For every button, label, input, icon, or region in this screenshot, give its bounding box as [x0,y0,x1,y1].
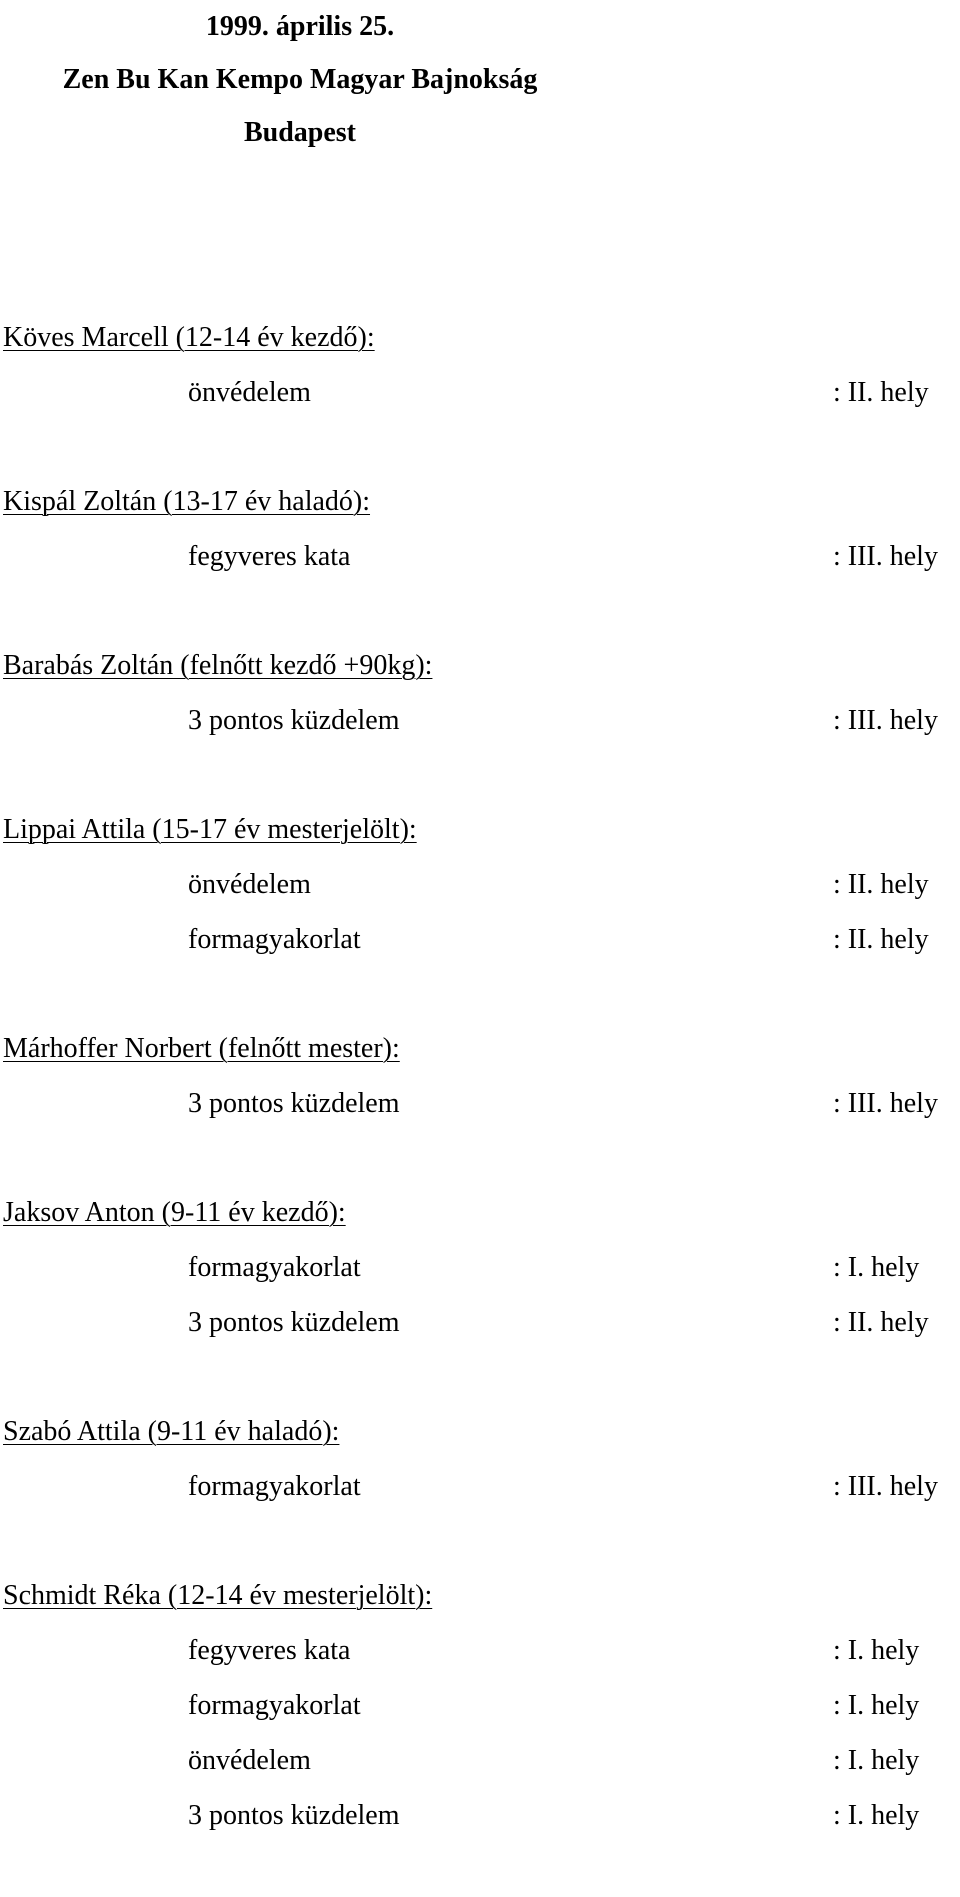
placement: : I. hely [833,1690,920,1721]
competitor-entry [3,638,953,748]
competitor-name: Barabás Zoltán (felnőtt kezdő +90kg): [3,650,433,681]
competitor-name: Kispál Zoltán (13-17 év haladó): [3,486,371,517]
result-row [3,1295,953,1350]
event-name: formagyakorlat [188,1471,361,1502]
result-row [3,1240,953,1295]
placement: : II. hely [833,1307,929,1338]
competitor-name: Szabó Attila (9-11 év haladó): [3,1416,340,1447]
competitor-name: Schmidt Réka (12-14 év mesterjelölt): [3,1580,433,1611]
event-name: önvédelem [188,377,311,408]
competitor-name: Jaksov Anton (9-11 év kezdő): [3,1197,346,1228]
event-name: formagyakorlat [188,1252,361,1283]
event-title: Zen Bu Kan Kempo Magyar Bajnokság [62,64,538,95]
result-row [3,912,953,967]
competitor-entry [3,310,953,420]
placement: : I. hely [833,1745,920,1776]
result-row [3,1623,953,1678]
event-name: 3 pontos küzdelem [188,1088,400,1119]
event-name: 3 pontos küzdelem [188,1800,400,1831]
placement: : III. hely [833,541,938,572]
event-name: fegyveres kata [188,1635,351,1666]
placement: : I. hely [833,1635,920,1666]
competitor-entry [3,1185,953,1350]
event-name: 3 pontos küzdelem [188,705,400,736]
competitor-entry [3,474,953,584]
placement: : I. hely [833,1800,920,1831]
event-name: formagyakorlat [188,924,361,955]
competitor-entry [3,1021,953,1131]
event-name: formagyakorlat [188,1690,361,1721]
result-row [3,1788,953,1843]
placement: : III. hely [833,1471,938,1502]
competitor-entry [3,802,953,967]
results-list [3,310,953,1897]
result-row [3,365,953,420]
competitor-name: Márhoffer Norbert (felnőtt mester): [3,1033,400,1064]
result-row [3,529,953,584]
event-date: 1999. április 25. [205,11,395,42]
placement: : II. hely [833,869,929,900]
placement: : III. hely [833,705,938,736]
placement: : I. hely [833,1252,920,1283]
result-row [3,1459,953,1514]
result-row [3,693,953,748]
result-row [3,1733,953,1788]
result-row [3,1678,953,1733]
event-city: Budapest [243,117,357,148]
placement: : II. hely [833,377,929,408]
competitor-name: Lippai Attila (15-17 év mesterjelölt): [3,814,417,845]
event-name: 3 pontos küzdelem [188,1307,400,1338]
competitor-entry [3,1404,953,1514]
event-name: fegyveres kata [188,541,351,572]
document-header [0,0,600,159]
result-row [3,1076,953,1131]
event-name: önvédelem [188,869,311,900]
placement: : II. hely [833,924,929,955]
competitor-name: Köves Marcell (12-14 év kezdő): [3,322,375,353]
event-name: önvédelem [188,1745,311,1776]
competitor-entry [3,1568,953,1843]
placement: : III. hely [833,1088,938,1119]
result-row [3,857,953,912]
